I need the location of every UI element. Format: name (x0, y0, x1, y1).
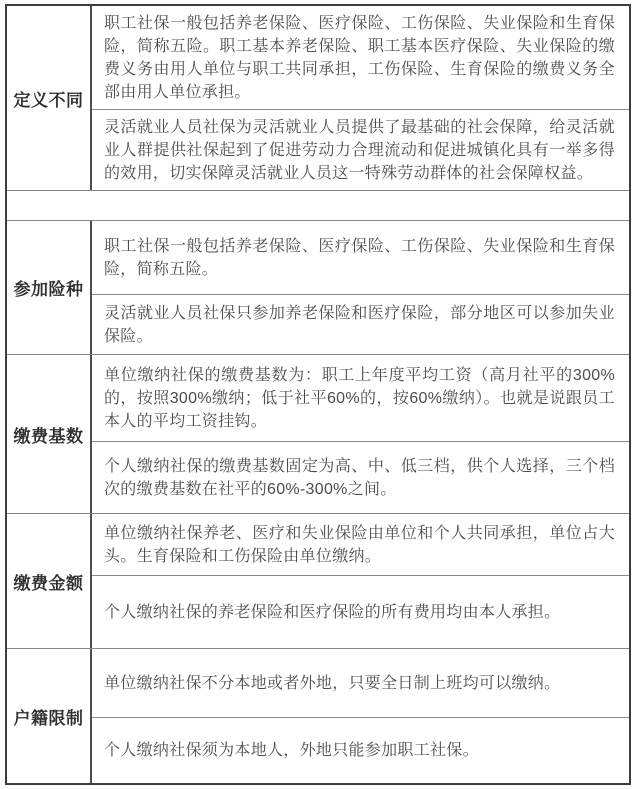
payment-base-employer-cell: 单位缴纳社保的缴费基数为：职工上年度平均工资（高月社平的300%的，按照300%缴纳；低于社平60%的，按60%缴纳）。也就是说跟员工本人的平均工资挂钩。 (104, 366, 615, 430)
row-header-payment-base: 缴费基数 (7, 355, 92, 513)
table-section-household-registration (7, 648, 629, 783)
table-section-payment-base (7, 354, 629, 513)
payment-amount-individual-cell: 个人缴纳社保的养老保险和医疗保险的所有费用均由本人承担。 (92, 575, 629, 648)
table-section-payment-amount (7, 513, 629, 648)
table-section-insurance-types (7, 220, 629, 354)
empty-spacer-row (7, 190, 629, 220)
row-header-payment-amount: 缴费金额 (7, 514, 92, 648)
insurance-types-flexible-cell: 灵活就业人员社保只参加养老保险和医疗保险，部分地区可以参加失业保险。 (92, 294, 629, 354)
definition-flexible-employment-cell: 灵活就业人员社保为灵活就业人员提供了最基础的社会保障，给灵活就业人群提供社保起到了促进劳动力合理流动和促进城镇化具有一举多得的效用，切实保障灵活就业人员这一特殊劳动群体的社会保障权益。 (92, 109, 629, 190)
row-header-household-registration: 户籍限制 (7, 649, 92, 783)
row-header-insurance-types: 参加险种 (7, 221, 92, 354)
definition-employee-insurance-cell: 职工社保一般包括养老保险、医疗保险、工伤保险、失业保险和生育保险，简称五险。职工基本养老保险、职工基本医疗保险、失业保险的缴费义务由用人单位与职工共同承担，工伤保险、生育保险的缴费义务全部由用人单位承担。 (104, 14, 615, 101)
social-insurance-comparison-table (5, 4, 631, 785)
payment-amount-employer-cell: 单位缴纳社保养老、医疗和失业保险由单位和个人共同承担，单位占大头。生育保险和工伤保险由单位缴纳。 (104, 524, 615, 565)
table-section-definition (7, 6, 629, 190)
row-header-definition: 定义不同 (7, 6, 92, 190)
insurance-types-employee-cell: 职工社保一般包括养老保险、医疗保险、工伤保险、失业保险和生育保险，简称五险。 (104, 237, 615, 278)
household-registration-employer-cell: 单位缴纳社保不分本地或者外地，只要全日制上班均可以缴纳。 (104, 674, 561, 692)
payment-base-individual-cell: 个人缴纳社保的缴费基数固定为高、中、低三档，供个人选择，三个档次的缴费基数在社平的60%-300%之间。 (92, 441, 629, 513)
household-registration-individual-cell: 个人缴纳社保须为本地人，外地只能参加职工社保。 (92, 717, 629, 783)
